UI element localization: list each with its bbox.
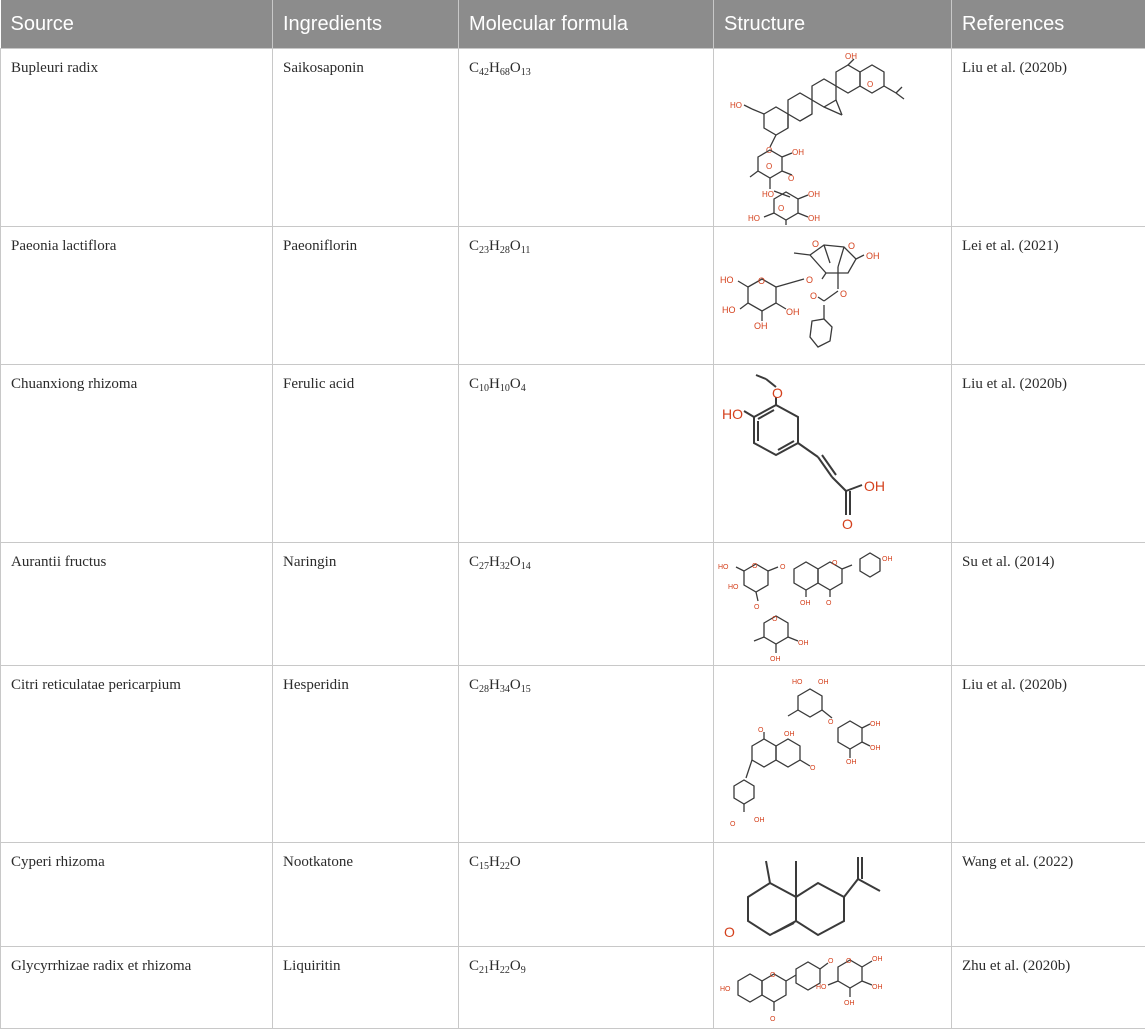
svg-text:HO: HO: [722, 305, 736, 315]
ingredient-cell: Naringin: [273, 543, 459, 666]
svg-text:O: O: [758, 276, 766, 286]
svg-text:O: O: [810, 765, 816, 772]
svg-text:O: O: [840, 289, 848, 299]
ingredient-cell: Paeoniflorin: [273, 227, 459, 365]
svg-text:OH: OH: [808, 190, 820, 199]
ingredient-cell: Liquiritin: [273, 947, 459, 1029]
svg-text:O: O: [842, 516, 853, 532]
svg-text:OH: OH: [866, 251, 880, 261]
source-cell: Glycyrrhizae radix et rhizoma: [1, 947, 273, 1029]
svg-text:OH: OH: [786, 307, 800, 317]
paeoniflorin-structure-icon: [714, 227, 950, 363]
svg-text:OH: OH: [818, 679, 829, 686]
svg-text:O: O: [788, 174, 795, 183]
svg-text:O: O: [730, 821, 736, 828]
ferulic-acid-structure-icon: [714, 365, 950, 541]
source-cell: Chuanxiong rhizoma: [1, 365, 273, 543]
table-row: [1, 947, 1145, 1029]
svg-text:O: O: [772, 616, 778, 623]
svg-text:O: O: [772, 385, 783, 401]
formula-cell: $C_{27}H_{32}O_{14}$: [459, 543, 714, 666]
svg-text:OH: OH: [800, 600, 811, 607]
svg-text:OH: OH: [870, 745, 881, 752]
svg-text:OH: OH: [754, 321, 768, 331]
svg-text:OH: OH: [808, 214, 820, 223]
svg-text:OH: OH: [784, 731, 795, 738]
nootkatone-structure-icon: [714, 843, 950, 945]
formula-cell: $C_{15}H_{22}O$: [459, 843, 714, 947]
svg-text:O: O: [848, 241, 856, 251]
svg-text:O: O: [828, 958, 834, 965]
svg-text:OH: OH: [844, 1000, 855, 1007]
svg-text:HO: HO: [720, 275, 734, 285]
source-cell: Cyperi rhizoma: [1, 843, 273, 947]
svg-text:HO: HO: [730, 101, 742, 110]
liquiritin-structure-icon: [714, 947, 950, 1027]
svg-text:O: O: [766, 162, 773, 171]
header-molecular-formula: Molecular formula: [459, 0, 714, 49]
formula-cell: $C_{28}H_{34}O_{15}$: [459, 666, 714, 843]
header-references: References: [952, 0, 1145, 49]
ingredient-cell: Hesperidin: [273, 666, 459, 843]
svg-text:O: O: [752, 563, 758, 570]
ingredient-cell: Ferulic acid: [273, 365, 459, 543]
svg-text:OH: OH: [870, 721, 881, 728]
hesperidin-structure-icon: [714, 666, 950, 841]
svg-text:O: O: [778, 204, 785, 213]
saikosaponin-structure-icon: [714, 49, 950, 225]
ingredient-cell: Nootkatone: [273, 843, 459, 947]
header-row: [1, 0, 1145, 49]
table-row: [1, 543, 1145, 666]
svg-text:O: O: [826, 600, 832, 607]
formula-cell: $C_{10}H_{10}O_4$: [459, 365, 714, 543]
svg-text:OH: OH: [792, 148, 804, 157]
svg-text:O: O: [758, 727, 764, 734]
table-row: [1, 227, 1145, 365]
svg-text:O: O: [828, 719, 834, 726]
table-row: [1, 666, 1145, 843]
svg-text:HO: HO: [722, 406, 743, 422]
svg-text:O: O: [812, 239, 820, 249]
svg-text:OH: OH: [798, 640, 809, 647]
reference-cell: Liu et al. (2020b): [952, 49, 1145, 227]
svg-text:O: O: [754, 604, 760, 611]
svg-text:HO: HO: [748, 214, 760, 223]
svg-text:OH: OH: [845, 52, 857, 61]
header-structure: Structure: [714, 0, 952, 49]
svg-text:OH: OH: [846, 759, 857, 766]
svg-text:O: O: [724, 924, 735, 940]
svg-text:O: O: [766, 146, 773, 155]
svg-text:O: O: [770, 1016, 776, 1023]
source-cell: Aurantii fructus: [1, 543, 273, 666]
header-ingredients: Ingredients: [273, 0, 459, 49]
naringin-structure-icon: [714, 543, 950, 664]
source-cell: Citri reticulatae pericarpium: [1, 666, 273, 843]
svg-text:HO: HO: [792, 679, 803, 686]
reference-cell: Wang et al. (2022): [952, 843, 1145, 947]
svg-text:HO: HO: [718, 564, 729, 571]
svg-text:OH: OH: [872, 984, 883, 991]
svg-text:O: O: [810, 291, 818, 301]
ingredient-cell: Saikosaponin: [273, 49, 459, 227]
svg-text:O: O: [806, 275, 814, 285]
reference-cell: Liu et al. (2020b): [952, 666, 1145, 843]
table-row: [1, 365, 1145, 543]
source-cell: Paeonia lactiflora: [1, 227, 273, 365]
reference-cell: Su et al. (2014): [952, 543, 1145, 666]
svg-text:HO: HO: [816, 984, 827, 991]
source-cell: Bupleuri radix: [1, 49, 273, 227]
reference-cell: Lei et al. (2021): [952, 227, 1145, 365]
formula-cell: $C_{21}H_{22}O_9$: [459, 947, 714, 1029]
svg-text:OH: OH: [754, 817, 765, 824]
svg-text:O: O: [846, 958, 852, 965]
svg-text:O: O: [867, 80, 874, 89]
svg-text:O: O: [770, 972, 776, 979]
svg-text:O: O: [832, 560, 838, 567]
svg-text:OH: OH: [770, 656, 781, 663]
formula-cell: $C_{42}H_{68}O_{13}$: [459, 49, 714, 227]
svg-text:HO: HO: [728, 584, 739, 591]
svg-text:OH: OH: [864, 478, 885, 494]
svg-text:OH: OH: [882, 556, 893, 563]
svg-text:O: O: [780, 564, 786, 571]
svg-text:HO: HO: [762, 190, 774, 199]
reference-cell: Liu et al. (2020b): [952, 365, 1145, 543]
svg-text:HO: HO: [720, 986, 731, 993]
svg-text:OH: OH: [872, 956, 883, 963]
table-row: [1, 49, 1145, 227]
formula-cell: $C_{23}H_{28}O_{11}$: [459, 227, 714, 365]
reference-cell: Zhu et al. (2020b): [952, 947, 1145, 1029]
header-source: Source: [1, 0, 273, 49]
table-row: [1, 843, 1145, 947]
